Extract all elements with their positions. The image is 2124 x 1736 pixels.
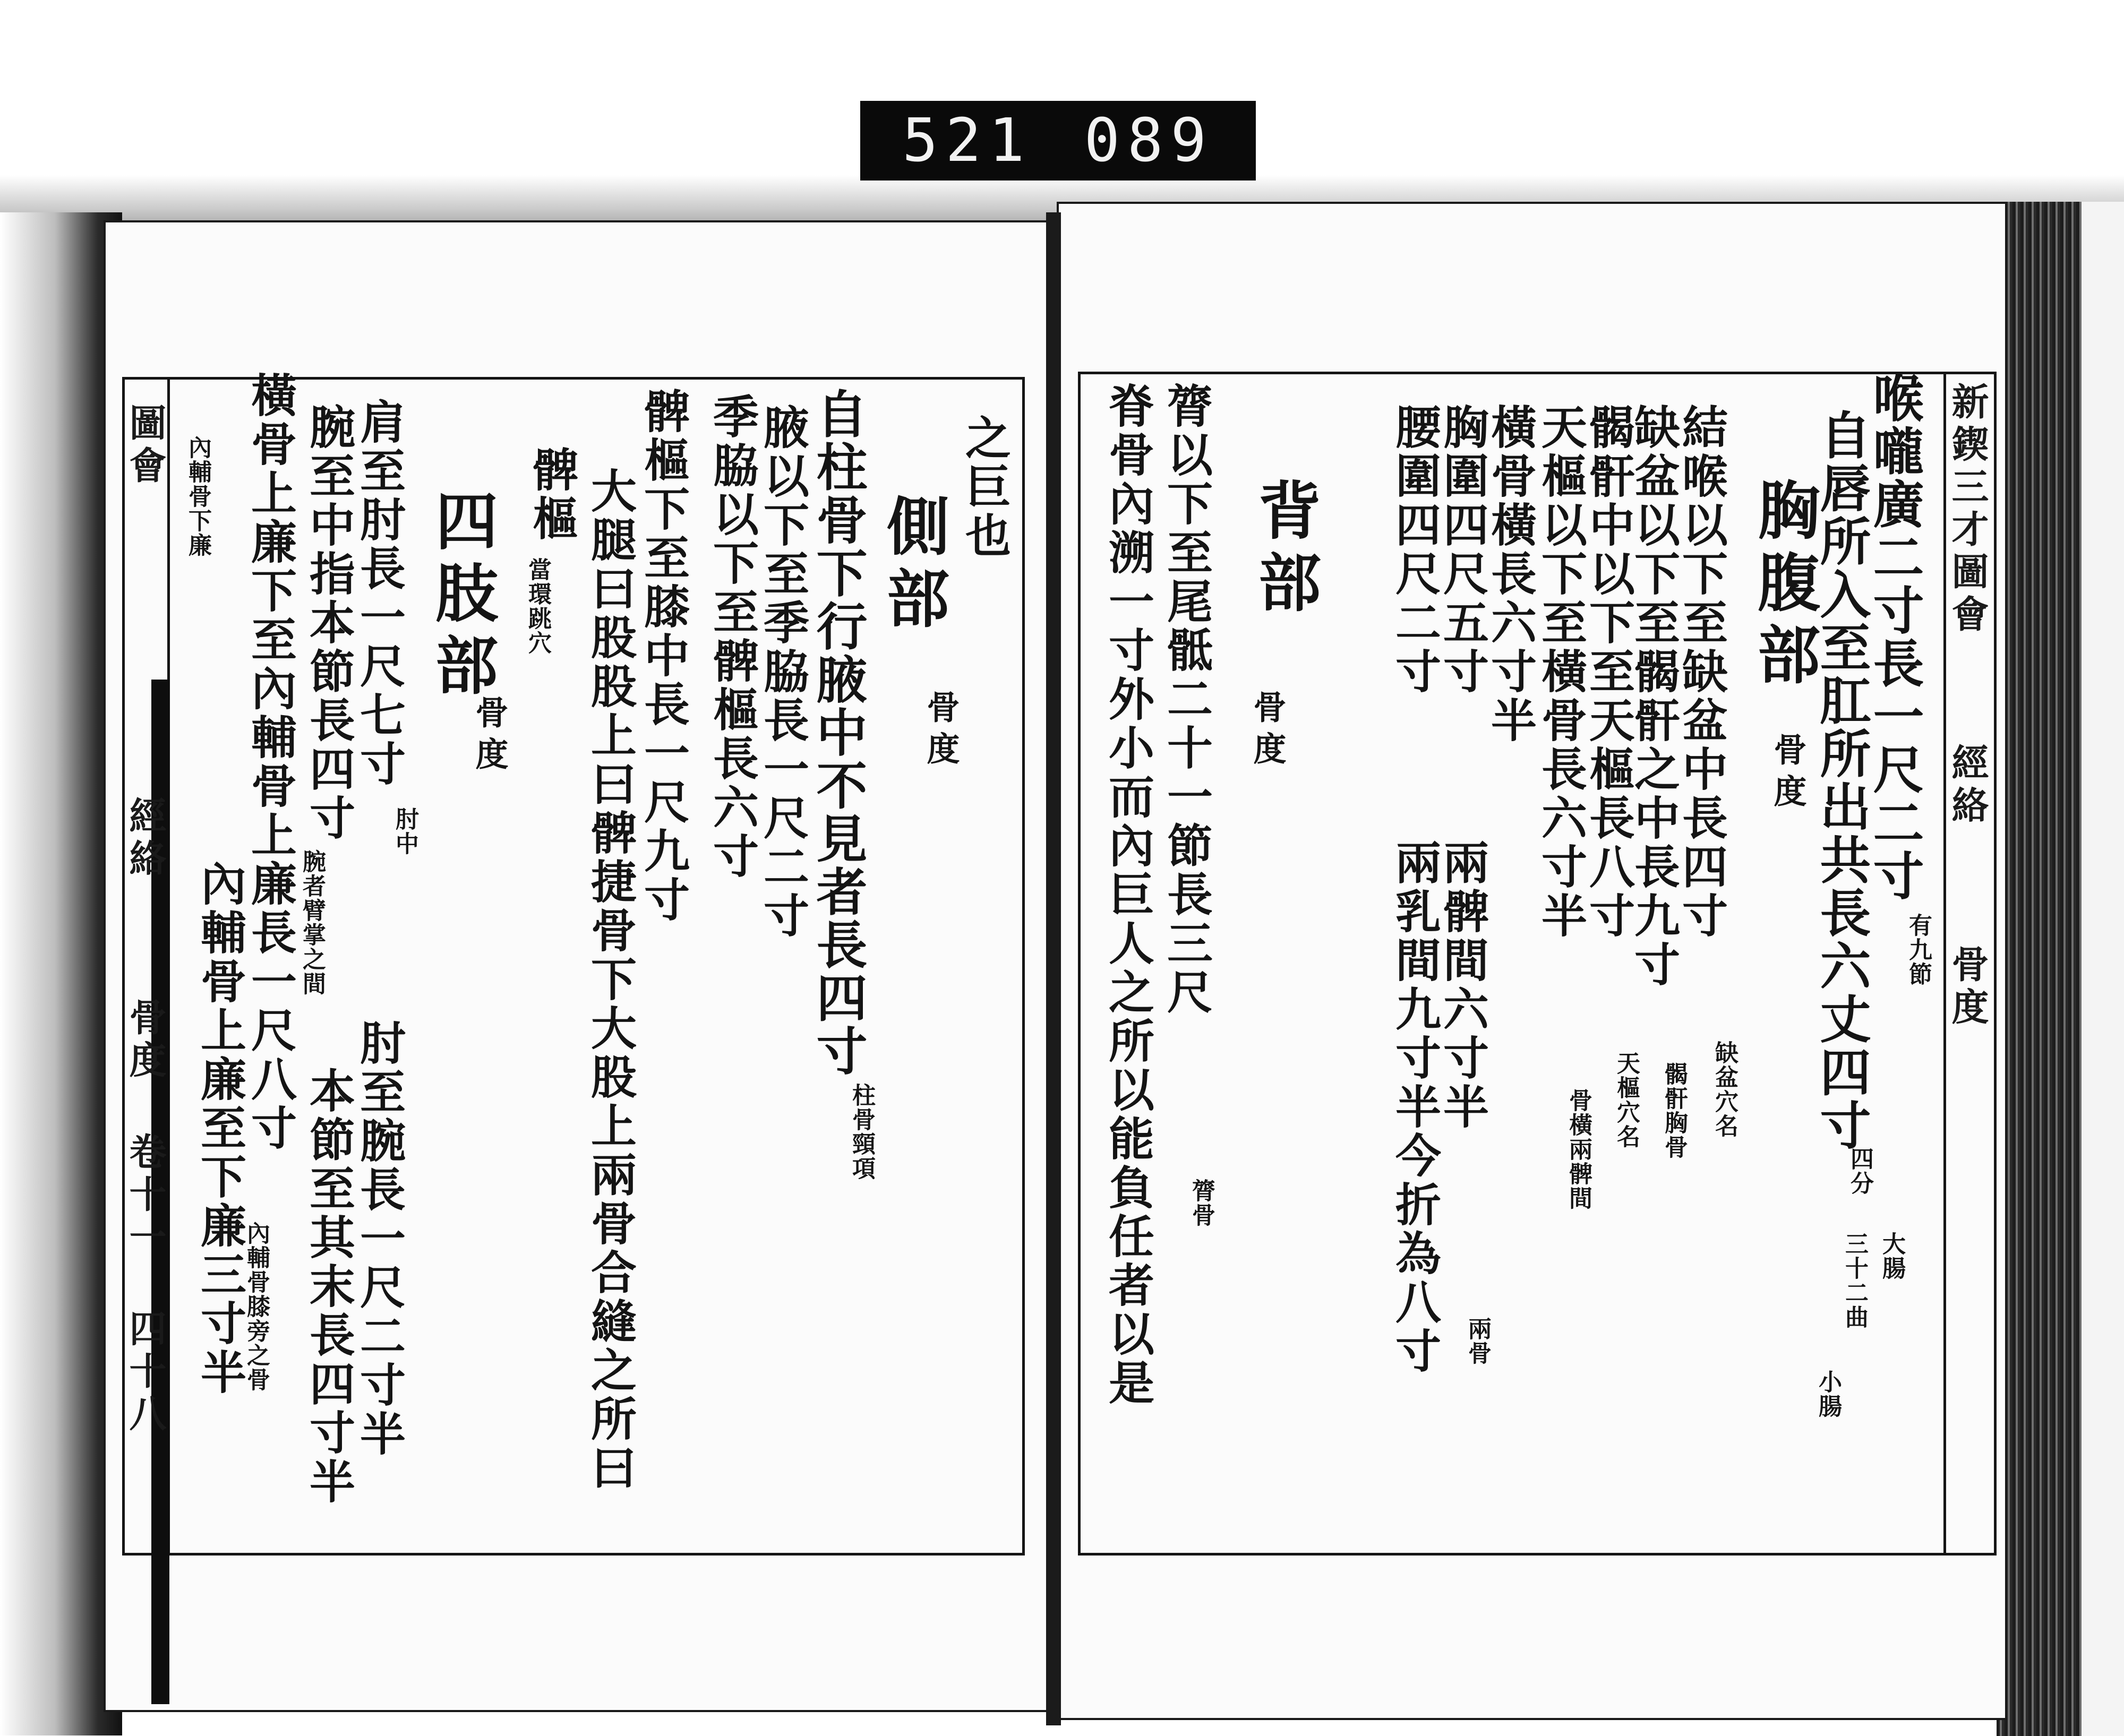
right-col-7-note: 骨橫兩髀間 (1565, 1088, 1592, 1210)
right-col-12: 膂以下至尾骶二十一節長三尺 (1159, 382, 1213, 1017)
left-col-5: 髀樞下至膝中長一尺九寸 (636, 388, 690, 925)
book-gutter (1046, 212, 1061, 1725)
right-section-heading-2: 背部 (1248, 478, 1322, 622)
right-col-6-note: 天樞穴名 (1613, 1051, 1640, 1149)
microfilm-reel-label (860, 101, 1256, 181)
right-col-9-note: 兩髀間六寸半 (1435, 839, 1489, 1132)
left-col-15-note: 內輔骨下廉 (184, 435, 211, 557)
frame-number: 089 (1084, 106, 1214, 175)
left-col-13: 橫骨上廉下至內輔骨上廉長一尺八寸 (243, 372, 297, 1153)
right-col-2-note: 四分 (1846, 1147, 1873, 1196)
scan-margin (2082, 202, 2124, 1736)
left-col-2-note: 柱骨頸項 (848, 1083, 875, 1181)
right-col-10: 腰圍四尺二寸 (1388, 403, 1441, 697)
left-margin-section: 經絡 (123, 796, 167, 881)
left-col-14: 內輔骨上廉至下廉三寸半 (193, 860, 246, 1397)
right-section-heading-1: 胸腹部 (1747, 478, 1821, 694)
right-col-5: 缺盆以下至𩩲骭之中長九寸 (1626, 403, 1680, 990)
right-col-3-note-c: 小腸 (1814, 1370, 1842, 1419)
left-col-12: 本節至其末長四寸半 (302, 1067, 355, 1507)
right-col-5-note: 𩩲骭胸骨 (1660, 1062, 1688, 1159)
reel-number: 521 (902, 106, 1032, 175)
right-section-sub-1: 骨度 (1768, 733, 1807, 815)
right-col-8-note: 兩骨 (1464, 1317, 1491, 1365)
left-col-3: 腋以下至季脇長一尺二寸 (756, 403, 809, 941)
right-margin-section: 經絡 (1946, 743, 1990, 828)
right-col-3-note-b: 三十二曲 (1841, 1232, 1868, 1329)
right-col-1: 喉嚨廣二寸長一尺二寸 (1865, 372, 1925, 903)
left-col-1: 之巨也 (957, 414, 1011, 561)
left-section-sub-2: 骨度 (470, 695, 509, 778)
left-col-7: 髀樞 (525, 446, 578, 544)
left-col-13-note: 內輔骨膝旁之骨 (243, 1221, 270, 1392)
left-col-9-note: 肘中 (391, 807, 418, 856)
right-col-2: 自唇所入至肛所出共長六丈四寸 (1812, 409, 1872, 1152)
left-margin-title: 圖會 (123, 403, 167, 488)
right-margin-tail: 骨度 (1946, 945, 1990, 1030)
left-section-heading-2: 四肢部 (425, 488, 499, 705)
right-margin-title: 新鍥三才圖會 (1946, 382, 1990, 637)
right-col-10-note: 兩乳間九寸半今折為八寸 (1388, 839, 1441, 1376)
left-section-heading-1: 側部 (876, 494, 950, 638)
left-col-10: 肘至腕長一尺二寸半 (352, 1019, 406, 1459)
left-col-9: 肩至肘長一尺七寸 (352, 398, 406, 789)
right-section-sub-2: 骨度 (1248, 690, 1287, 773)
right-col-12-note: 膂骨 (1188, 1179, 1215, 1227)
right-col-7: 天樞以下至橫骨長六寸半 (1534, 403, 1587, 941)
right-col-9: 胸圍四尺五寸 (1435, 403, 1489, 697)
right-col-4: 結喉以下至缺盆中長四寸 (1674, 403, 1728, 941)
left-col-6: 大腿曰股股上曰髀捷骨下大股上兩骨合縫之所曰 (583, 467, 637, 1493)
right-col-4-note: 缺盆穴名 (1711, 1041, 1738, 1138)
left-col-7-note: 當環跳穴 (524, 557, 551, 655)
left-margin-tail: 骨度 卷十一 四十八 (123, 998, 167, 1437)
right-col-13: 脊骨內溯一寸外小而內巨人之所以能負任者以是 (1101, 382, 1154, 1408)
left-section-sub-1: 骨度 (921, 690, 960, 773)
right-col-6: 𩩲骭中以下至天樞長八寸 (1581, 403, 1635, 941)
left-col-11-note: 腕者臂掌之間 (298, 849, 326, 996)
left-col-2: 自柱骨下行腋中不見者長四寸 (808, 388, 868, 1078)
right-col-1-note: 有九節 (1905, 913, 1932, 986)
right-col-3-note-a: 大腸 (1878, 1232, 1905, 1280)
left-col-11: 腕至中指本節長四寸 (302, 403, 355, 843)
left-col-4: 季脇以下至髀樞長六寸 (705, 393, 759, 881)
right-col-8: 橫骨橫長六寸半 (1483, 403, 1537, 745)
